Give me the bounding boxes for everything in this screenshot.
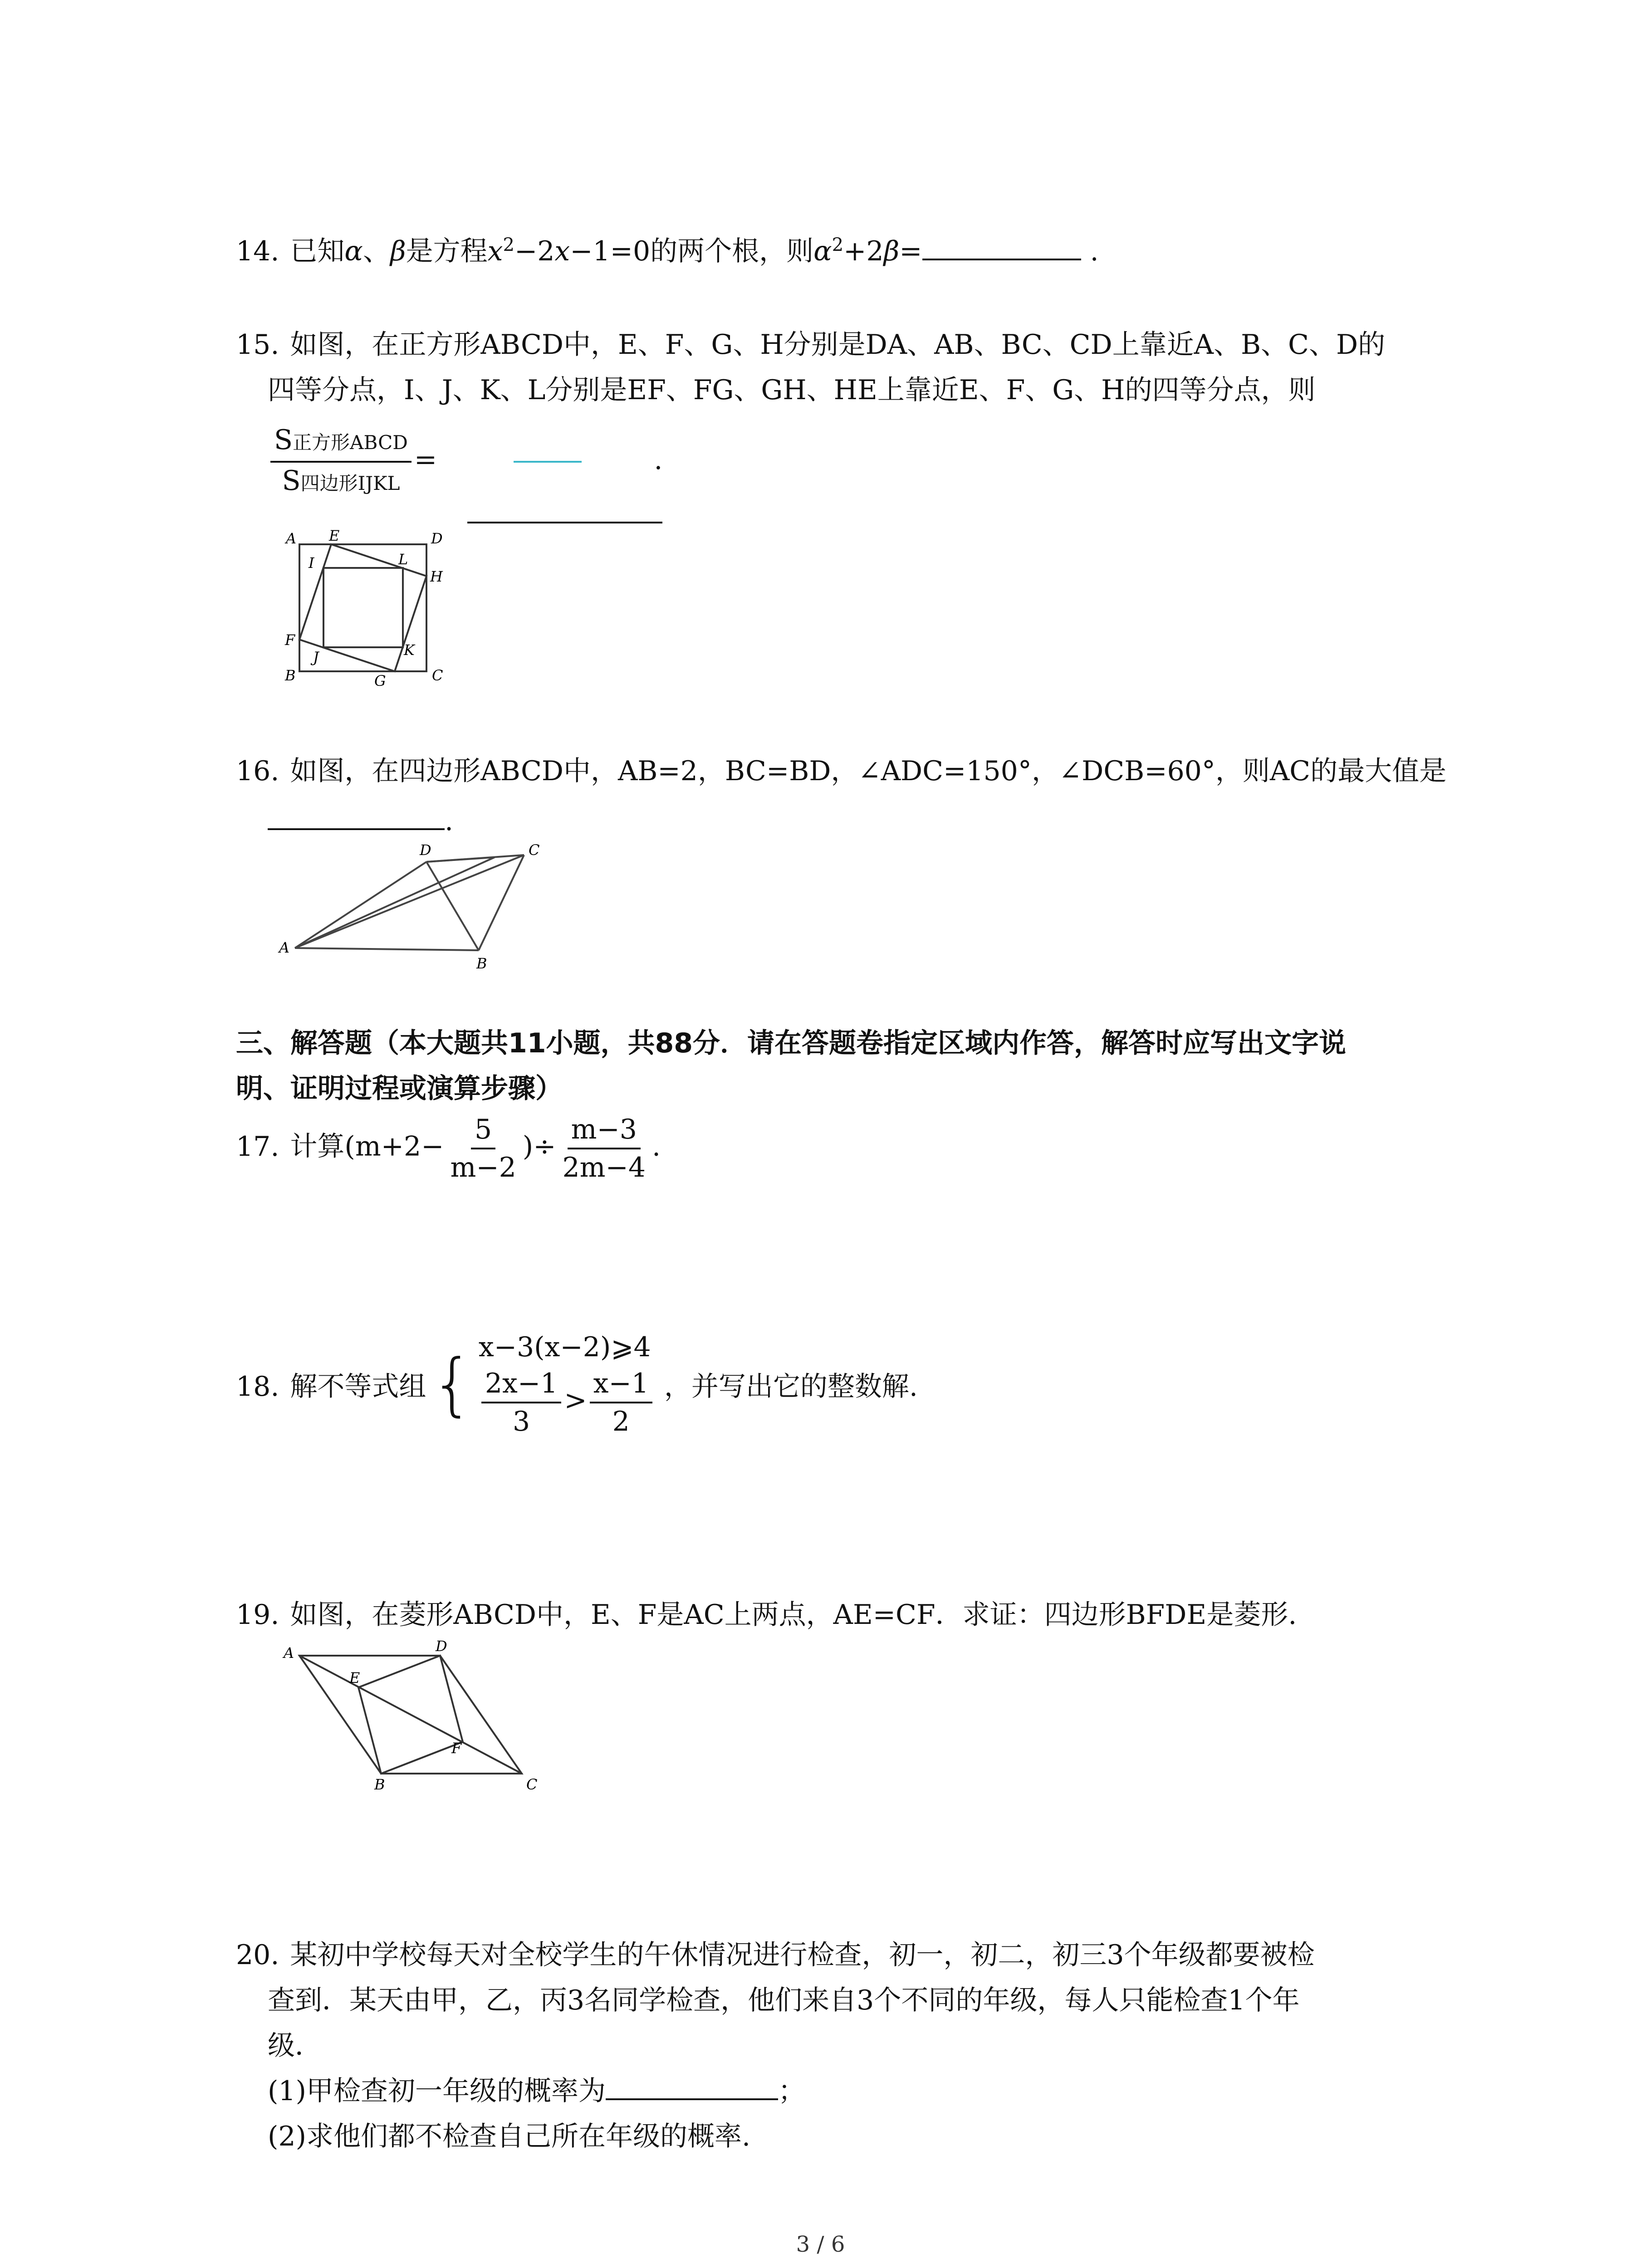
label-d: D — [436, 1637, 447, 1655]
question-14 — [236, 222, 1099, 274]
label-j: J — [313, 649, 319, 666]
label-b: B — [285, 667, 296, 684]
hidden — [479, 857, 495, 950]
question-number: 20. — [236, 1939, 279, 1971]
fraction-numerator: 5 — [471, 1111, 495, 1149]
var-x: x — [554, 235, 570, 267]
alpha-symbol: α — [344, 235, 363, 267]
period: . — [1090, 235, 1099, 267]
section-heading-line-1: 三、解答题（本大题共11小题，共88分．请在答题卷指定区域内作答，解答时应写出文字说 — [236, 1027, 1346, 1059]
q18-prefix: 解不等式组 — [290, 1371, 426, 1403]
equation-part: −1=0 — [570, 235, 651, 267]
q20-line-1: 某初中学校每天对全校学生的午休情况进行检查，初一，初二，初三3个年级都要被检 — [290, 1939, 1315, 1971]
expression-part: +2 — [843, 235, 884, 267]
fraction-numerator: m−3 — [568, 1111, 641, 1149]
label-i: I — [309, 554, 314, 572]
fraction-denominator — [279, 463, 404, 502]
segment-ac-diagonal — [295, 857, 495, 948]
segment-ac — [295, 862, 426, 948]
greater-than: > — [564, 1384, 587, 1417]
q14-tail: 的两个根，则 — [650, 235, 814, 267]
label-a: A — [284, 1644, 294, 1662]
square-ijkl — [323, 568, 403, 647]
question-16 — [236, 748, 1446, 794]
fraction-1 — [446, 1111, 519, 1186]
q19-rhombus-figure — [272, 1637, 544, 1801]
label-g: G — [374, 672, 386, 689]
q20-line-2: 查到．某天由甲，乙，丙3名同学检查，他们来自3个不同的年级，每人只能检查1个年 — [268, 1984, 1300, 2016]
semicolon: ； — [778, 2075, 805, 2107]
answer-blank[interactable] — [922, 258, 1081, 260]
q20-part-1 — [268, 2068, 805, 2114]
exponent: 2 — [832, 235, 844, 255]
label-l: L — [398, 551, 408, 568]
label-c: C — [529, 841, 540, 859]
q19-text: 如图，在菱形ABCD中，E、F是AC上两点，AE=CF．求证：四边形BFDE是菱形. — [290, 1599, 1297, 1631]
ratio-fraction — [270, 422, 411, 502]
question-number: 15. — [236, 329, 279, 361]
exponent: 2 — [503, 235, 514, 255]
q20-part-2: (2)求他们都不检查自己所在年级的概率. — [268, 2121, 751, 2152]
label-c: C — [432, 667, 443, 684]
label-b: B — [476, 955, 487, 972]
label-h: H — [430, 568, 443, 585]
equals-sign: = — [414, 444, 437, 476]
answer-blank[interactable] — [467, 522, 662, 523]
fraction-denominator: 2 — [612, 1406, 630, 1437]
fraction-numerator — [270, 422, 411, 463]
question-number: 14. — [236, 235, 279, 267]
q14-mid: 是方程 — [406, 235, 488, 267]
answer-blank[interactable] — [268, 828, 445, 830]
beta-symbol: β — [390, 235, 406, 267]
question-17 — [236, 1111, 661, 1186]
system-brace: { — [431, 1345, 474, 1424]
fraction-denominator: 3 — [513, 1406, 530, 1437]
section-heading-line-2: 明、证明过程或演算步骤） — [236, 1073, 563, 1105]
fraction-2 — [590, 1365, 652, 1440]
inequality-2 — [479, 1365, 655, 1440]
equation-part: −2 — [514, 235, 555, 267]
label-f: F — [451, 1740, 462, 1757]
q20-line-3: 级． — [268, 2030, 322, 2062]
q16-line-1: 如图，在四边形ABCD中，AB=2，BC=BD，∠ADC=150°，∠DCB=60°，则AC的最大值是 — [290, 755, 1447, 787]
fraction-2 — [558, 1111, 649, 1186]
question-19 — [236, 1592, 1297, 1637]
label-a: A — [286, 530, 297, 547]
fraction-denominator: 2m−4 — [562, 1152, 646, 1183]
q18-lead — [236, 1365, 426, 1404]
beta-symbol: β — [883, 235, 900, 267]
q18-tail: ，并写出它的整数解. — [664, 1371, 918, 1403]
q15-square-figure — [272, 526, 463, 699]
segment-ac2 — [295, 855, 524, 948]
inequality-system — [479, 1329, 655, 1440]
question-number: 17. — [236, 1130, 279, 1163]
label-a: A — [279, 939, 290, 956]
equals-sign: = — [899, 235, 922, 267]
question-number: 16. — [236, 755, 279, 787]
q15-line-1: 如图，在正方形ABCD中，E、F、G、H分别是DA、AB、BC、CD上靠近A、B、C、D的 — [290, 329, 1386, 361]
q17-mid: )÷ — [522, 1130, 556, 1163]
q17-prefix: 计算(m+2− — [290, 1130, 444, 1163]
fraction-denominator: m−2 — [450, 1152, 516, 1183]
question-15 — [236, 322, 1385, 367]
question-number: 19. — [236, 1599, 279, 1631]
fraction-1 — [481, 1365, 561, 1440]
separator: 、 — [362, 235, 390, 267]
q16-quadrilateral-figure — [272, 839, 554, 980]
fraction-numerator: x−1 — [590, 1365, 652, 1403]
label-f: F — [285, 631, 295, 649]
period: . — [445, 805, 454, 837]
period: . — [654, 444, 663, 476]
label-e: E — [329, 527, 340, 544]
area-symbol: S — [274, 424, 293, 456]
answer-hint-line — [514, 461, 582, 463]
label-e: E — [349, 1669, 360, 1686]
fraction-numerator: 2x−1 — [481, 1365, 561, 1403]
q16-line-2 — [268, 798, 453, 844]
diagonal-ac — [299, 1656, 522, 1774]
question-20 — [236, 1932, 1315, 1978]
label-d: D — [420, 841, 431, 859]
label-b: B — [374, 1776, 385, 1793]
page-number: 3 / 6 — [796, 2232, 845, 2257]
segment-bc — [479, 855, 524, 950]
question-number: 18. — [236, 1371, 279, 1403]
label-d: D — [431, 530, 443, 547]
q15-line-2: 四等分点，I、J、K、L分别是EF、FG、GH、HE上靠近E、F、G、H的四等分点，则 — [268, 374, 1316, 406]
answer-blank[interactable] — [606, 2098, 778, 2100]
q15-ratio — [268, 422, 662, 502]
label-c: C — [526, 1776, 538, 1793]
alpha-symbol: α — [813, 235, 832, 267]
segment-db — [426, 862, 479, 950]
q14-prefix: 已知 — [290, 235, 345, 267]
area-symbol: S — [282, 465, 301, 497]
area-subscript: 正方形ABCD — [293, 431, 408, 454]
inequality-1: x−3(x−2)⩾4 — [478, 1331, 651, 1363]
label-k: K — [404, 641, 415, 659]
question-18 — [236, 1329, 918, 1440]
period: . — [652, 1130, 661, 1163]
segment-ab — [295, 948, 479, 950]
area-subscript: 四边形IJKL — [300, 472, 400, 494]
part-1-text: (1)甲检查初一年级的概率为 — [268, 2075, 606, 2107]
var-x: x — [487, 235, 503, 267]
